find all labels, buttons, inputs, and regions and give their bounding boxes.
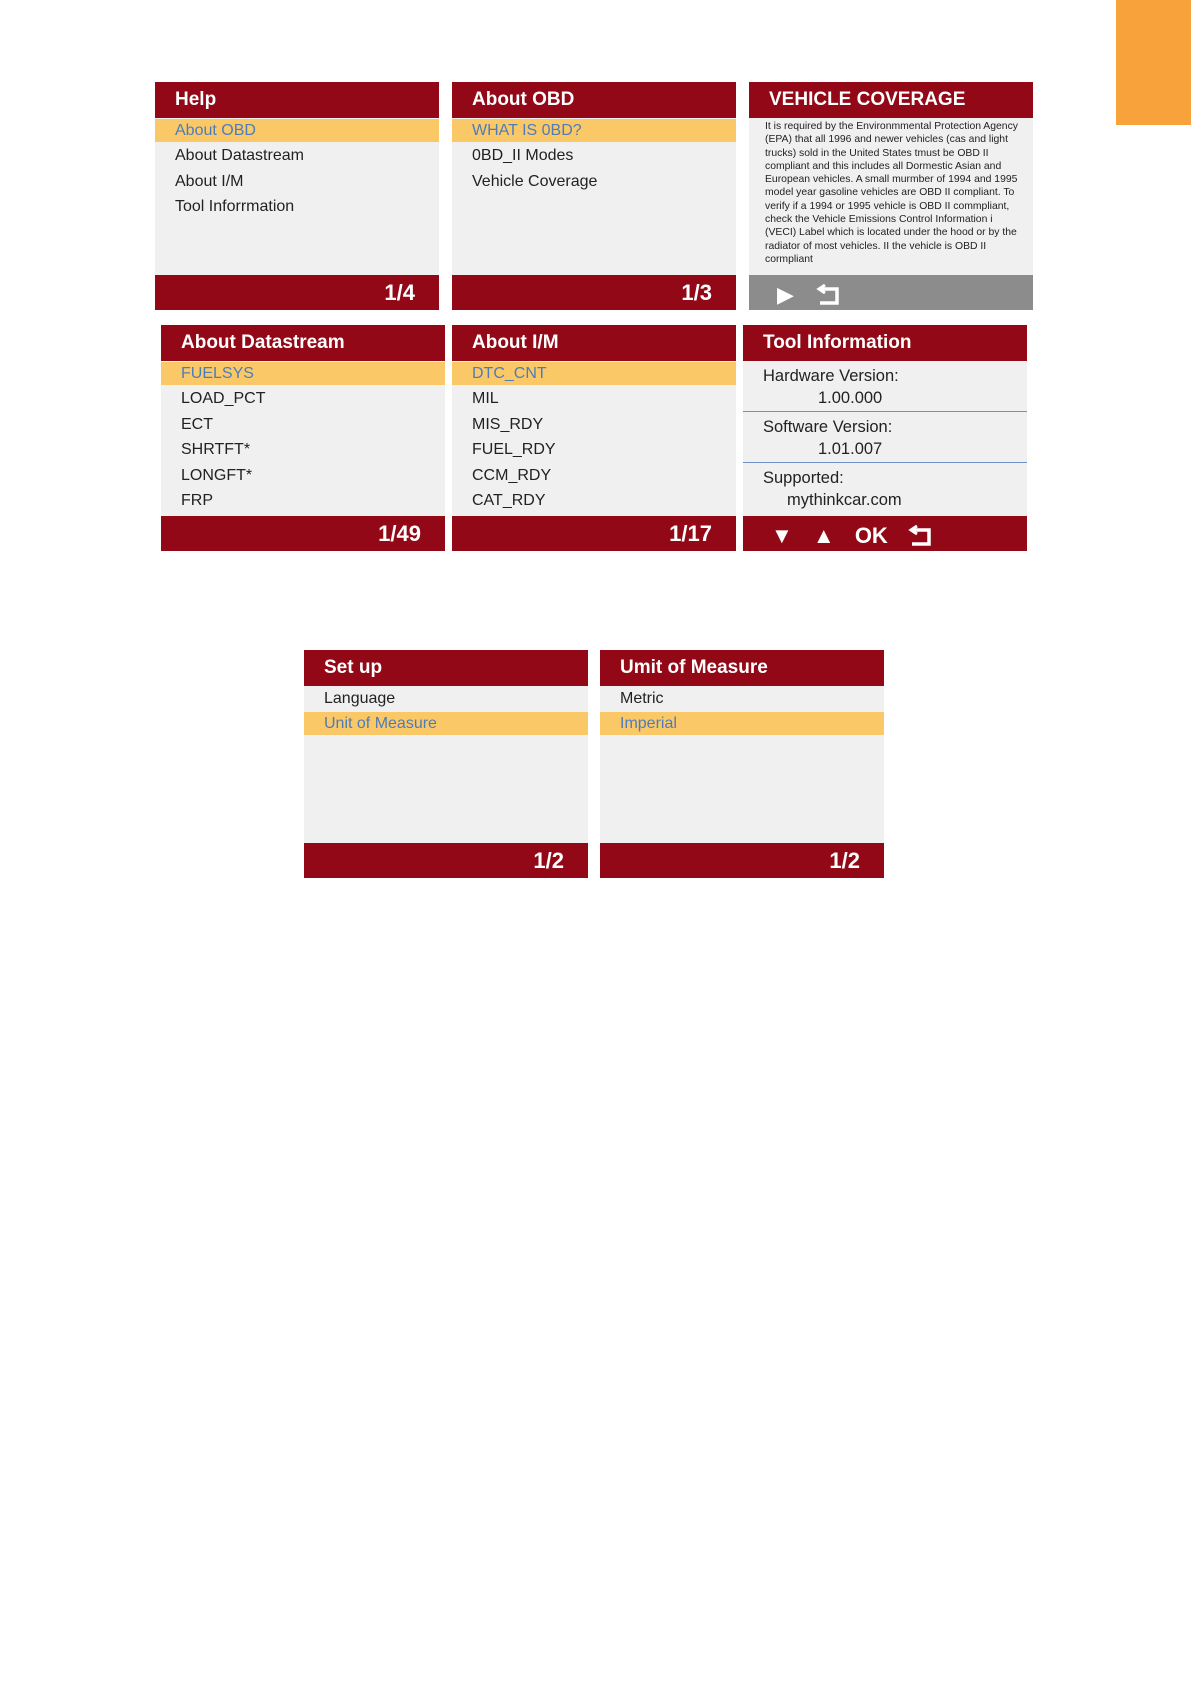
about-im-menu (452, 362, 736, 514)
tool-information-details (743, 361, 1027, 514)
supported-value: mythinkcar.com (787, 491, 902, 509)
hardware-version-label: Hardware Version: (763, 367, 899, 385)
setup-item-unit-of-measure[interactable]: Unit of Measure (304, 712, 588, 735)
hardware-version-section (743, 361, 1027, 412)
tool-information-controls (743, 516, 1027, 551)
help-item-about-im[interactable]: About I/M (175, 172, 244, 190)
about-obd-item-obd-ii-modes[interactable]: 0BD_II Modes (472, 147, 574, 165)
return-icon[interactable] (816, 282, 840, 306)
help-item-about-datastream[interactable]: About Datastream (175, 147, 304, 165)
vehicle-coverage-title: VEHICLE COVERAGE (749, 82, 1033, 118)
about-im-screen (452, 325, 736, 551)
software-version-value: 1.01.007 (818, 440, 883, 458)
about-obd-item-what-is-obd[interactable]: WHAT IS 0BD? (452, 119, 736, 142)
about-datastream-page-indicator: 1/49 (161, 516, 445, 551)
tool-information-title: Tool Information (743, 325, 1027, 361)
about-obd-title: About OBD (452, 82, 736, 118)
ok-button[interactable]: OK (854, 522, 888, 548)
about-datastream-title: About Datastream (161, 325, 445, 361)
about-datastream-menu (161, 362, 445, 514)
setup-title: Set up (304, 650, 588, 686)
setup-menu (304, 687, 588, 738)
datastream-item-fuelsys[interactable]: FUELSYS (161, 362, 445, 385)
im-item-ccm-rdy[interactable]: CCM_RDY (472, 466, 552, 484)
unit-of-measure-screen (600, 650, 884, 878)
software-version-section (743, 412, 1027, 463)
up-arrow-icon[interactable]: ▲ (812, 522, 835, 548)
about-obd-menu (452, 119, 736, 195)
datastream-item-frp[interactable]: FRP (181, 491, 213, 509)
im-item-mis-rdy[interactable]: MIS_RDY (472, 415, 544, 433)
im-item-dtc-cnt[interactable]: DTC_CNT (452, 362, 736, 385)
datastream-item-load-pct[interactable]: LOAD_PCT (181, 390, 266, 408)
about-datastream-screen (161, 325, 445, 551)
software-version-label: Software Version: (763, 418, 893, 436)
help-screen (155, 82, 439, 310)
unit-of-measure-menu (600, 687, 884, 738)
return-icon[interactable] (908, 523, 932, 547)
about-obd-page-indicator: 1/3 (452, 275, 736, 310)
vehicle-coverage-text: It is required by the Environmmental Protection Agency (EPA) that all 1996 and newer vehicles (cas and light trucks) sold in the United States tmust be OBD II compliant and this includes all Dormestic Asian and European vehicles. A small murmber of 1994 and 1995 model year gasoline vehicles are OBD II compliant. To verify if a 1994 or 1995 vehicle is OBD II commpliant, check the Vehicle Emissions Control Information i (VECI) Label which is located under the hood or by the radiator of most vehicles. II the vehicle is OBD II cormpliant (765, 121, 1018, 265)
datastream-item-shrtft[interactable]: SHRTFT* (181, 441, 251, 459)
datastream-item-longft[interactable]: LONGFT* (181, 466, 253, 484)
vehicle-coverage-controls (749, 275, 1033, 310)
page-corner-tab (1116, 0, 1191, 125)
unit-item-imperial[interactable]: Imperial (600, 712, 884, 735)
datastream-item-ect[interactable]: ECT (181, 415, 213, 433)
play-icon[interactable]: ▶ (777, 281, 794, 307)
hardware-version-value: 1.00.000 (818, 389, 883, 407)
about-im-page-indicator: 1/17 (452, 516, 736, 551)
down-arrow-icon[interactable]: ▼ (771, 522, 793, 548)
im-item-mil[interactable]: MIL (472, 390, 499, 408)
supported-section (743, 463, 1027, 514)
help-menu (155, 119, 439, 221)
supported-label: Supported: (763, 469, 844, 487)
unit-of-measure-page-indicator: 1/2 (600, 843, 884, 878)
help-title: Help (155, 82, 439, 118)
setup-page-indicator: 1/2 (304, 843, 588, 878)
about-obd-item-vehicle-coverage[interactable]: Vehicle Coverage (472, 172, 598, 190)
help-item-about-obd[interactable]: About OBD (155, 119, 439, 142)
help-item-tool-information[interactable]: Tool Inforrmation (175, 198, 295, 216)
unit-item-metric[interactable]: Metric (620, 690, 664, 707)
im-item-fuel-rdy[interactable]: FUEL_RDY (472, 441, 556, 459)
unit-of-measure-title: Umit of Measure (600, 650, 884, 686)
about-im-title: About I/M (452, 325, 736, 361)
im-item-cat-rdy[interactable]: CAT_RDY (472, 491, 546, 509)
setup-item-language[interactable]: Language (324, 690, 396, 707)
about-obd-screen (452, 82, 736, 310)
help-page-indicator: 1/4 (155, 275, 439, 310)
setup-screen (304, 650, 588, 878)
tool-information-screen (743, 325, 1027, 551)
vehicle-coverage-screen (749, 82, 1033, 310)
